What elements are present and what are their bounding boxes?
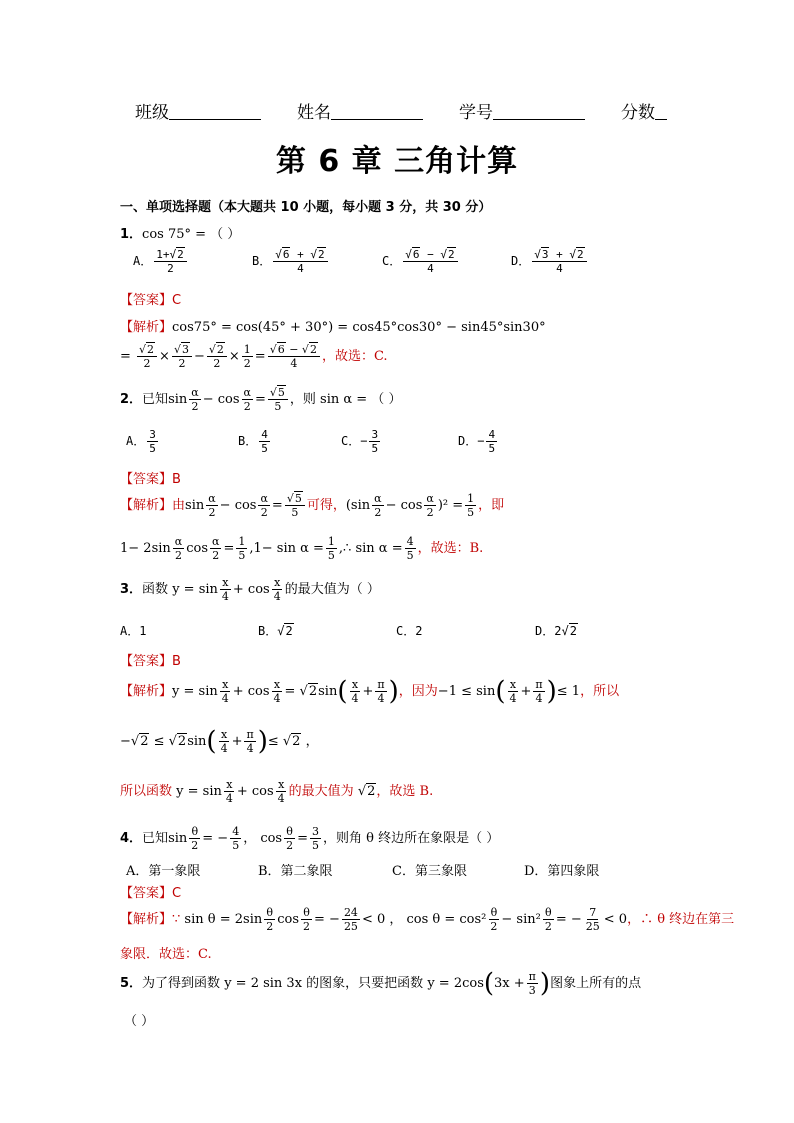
q2-analysis-line1: 【解析】由sin $\frac{\alpha}{2}$ − cos $\frac{\alpha}{2}$ = $\frac{√5}{5}$ 可得，(sin $\frac{\alpha}{2}$ − cos $\frac{\alpha}{2}$ )² = $\frac{1}{5}$ ，即 — [120, 492, 505, 519]
q2-option-d: D．− $\frac{4}{5}$ — [458, 428, 496, 455]
q1-option-a: A． $\frac{1+√2}{2}$ — [133, 248, 189, 275]
q2-option-a: A． $\frac{3}{5}$ — [126, 428, 156, 455]
q2-option-b: B． $\frac{4}{5}$ — [238, 428, 268, 455]
q1-analysis-line1: 【解析】cos75° = cos(45° + 30°) = cos45°cos30° − sin45°sin30° — [120, 320, 546, 335]
q3-analysis-line2: −√2 ≤ √2sin( $\frac{x}{4}$ + $\frac{\pi}{4}$ )≤ √2 ， — [120, 726, 319, 757]
question-4-stem: 4．已知sin $\frac{\theta}{2}$ = − $\frac{4}{5}$ ， cos $\frac{\theta}{2}$ = $\frac{3}{5}$ ，则角 θ 终边所在象限是（ ） — [120, 825, 500, 852]
q4-analysis-line1: 【解析】∵ sin θ = 2sin $\frac{\theta}{2}$ cos $\frac{\theta}{2}$ = − $\frac{24}{25}$ < 0 ， cos θ = cos² $\frac{\theta}{2}$ − sin² $\frac{\theta}{2}$ = − $\frac{7}{25}$ < 0，∴ θ 终边在第三 — [120, 906, 735, 933]
q3-option-b: B．√2 — [258, 624, 293, 638]
q4-option-c: C．第三象限 — [392, 864, 467, 879]
q5-answer-paren: （ ） — [124, 1014, 155, 1029]
question-2-stem: 2．已知sin $\frac{\alpha}{2}$ − cos $\frac{\alpha}{2}$ = $\frac{√5}{5}$ ，则 sin α = （ ） — [120, 386, 402, 413]
q2-answer: 【答案】B — [120, 472, 181, 487]
q3-option-d: D．2√2 — [535, 624, 577, 638]
student-id-field — [493, 101, 585, 120]
q4-answer: 【答案】C — [120, 886, 182, 901]
q1-answer: 【答案】C — [120, 293, 182, 308]
section-heading: 一、单项选择题（本大题共 10 小题，每小题 3 分，共 30 分） — [120, 200, 492, 215]
score-label: 分数 — [621, 103, 655, 123]
q1-option-d: D． $\frac{√3 + √2}{4}$ — [511, 248, 589, 275]
class-label: 班级 — [135, 103, 169, 123]
question-3-stem: 3．函数 y = sin $\frac{x}{4}$ + cos $\frac{x}{4}$ 的最大值为（ ） — [120, 576, 380, 603]
q2-analysis-line2: 1− 2sin $\frac{\alpha}{2}$ cos $\frac{\alpha}{2}$ = $\frac{1}{5}$ ,1− sin α = $\frac{1}{5}$ ,∴ sin α = $\frac{4}{5}$ ，故选：B. — [120, 535, 484, 562]
q2-option-c: C．− $\frac{3}{5}$ — [341, 428, 379, 455]
score-field — [655, 101, 667, 120]
q3-analysis-line1: 【解析】y = sin $\frac{x}{4}$ + cos $\frac{x}{4}$ = √2sin( $\frac{x}{4}$ + $\frac{\pi}{4}$ )，因为−1 ≤ sin( $\frac{x}{4}$ + $\frac{\pi}{4}$ )≤ 1，所以 — [120, 676, 620, 707]
q3-option-a: A．1 — [120, 624, 147, 638]
q4-option-a: A．第一象限 — [126, 864, 201, 879]
q4-analysis-line2: 象限．故选：C. — [120, 947, 212, 962]
question-5-stem: 5．为了得到函数 y = 2 sin 3x 的图象，只要把函数 y = 2cos(3x + $\frac{\pi}{3}$ )图象上所有的点 — [120, 968, 642, 999]
q1-analysis-line2: = $\frac{√2}{2}$ × $\frac{√3}{2}$ − $\frac{√2}{2}$ × $\frac{1}{2}$ = $\frac{√6 - √2}{4}$ ，故选：C. — [120, 343, 388, 370]
q4-option-b: B．第二象限 — [258, 864, 333, 879]
q4-option-d: D．第四象限 — [524, 864, 600, 879]
q1-option-b: B． $\frac{√6 + √2}{4}$ — [252, 248, 330, 275]
question-1-stem: 1．cos 75° = （ ） — [120, 227, 241, 242]
student-info-line — [135, 98, 667, 123]
q3-analysis-line3: 所以函数 y = sin $\frac{x}{4}$ + cos $\frac{x}{4}$ 的最大值为 √2，故选 B. — [120, 778, 434, 805]
name-label: 姓名 — [297, 103, 331, 123]
class-field — [169, 101, 261, 120]
q1-option-c: C． $\frac{√6 - √2}{4}$ — [382, 248, 460, 275]
student-id-label: 学号 — [459, 103, 493, 123]
name-field — [331, 101, 423, 120]
q3-option-c: C．2 — [396, 624, 423, 638]
page-title: 第 6 章 三角计算 — [275, 144, 519, 179]
q3-answer: 【答案】B — [120, 654, 181, 669]
